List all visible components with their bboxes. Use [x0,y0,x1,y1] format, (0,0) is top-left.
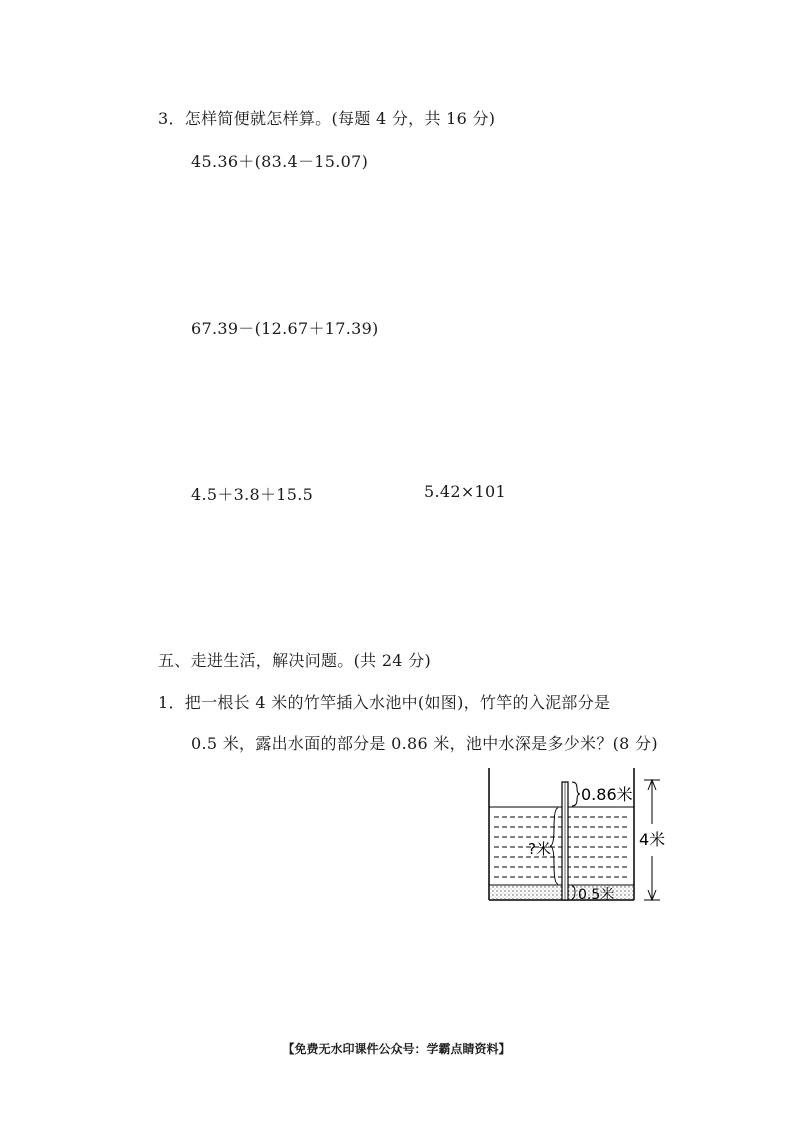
section5-title: 五、走进生活，解决问题。(共 24 分) [158,651,432,670]
expression-3: 4.5＋3.8＋15.5 [191,485,314,504]
label-above-water: 0.86米 [581,785,633,804]
label-mud-depth: 0.5米 [578,887,615,903]
pool-bamboo-figure [480,766,695,906]
problem1-line1: 1．把一根长 4 米的竹竿插入水池中(如图)，竹竿的入泥部分是 [158,693,611,712]
expression-2: 67.39－(12.67＋17.39) [191,319,379,338]
section3-title: 3．怎样简便就怎样算。(每题 4 分，共 16 分) [158,109,496,128]
page-footer: 【免费无水印课件公众号：学霸点睛资料】 [282,1042,511,1056]
label-water-depth: ?米 [528,840,551,858]
water-brace [550,808,558,884]
top-brace [572,782,580,806]
label-total-length: 4米 [639,830,666,849]
problem1-line2: 0.5 米，露出水面的部分是 0.86 米，池中水深是多少米？(8 分) [191,734,658,753]
expression-4: 5.42×101 [424,482,506,501]
expression-1: 45.36＋(83.4－15.07) [191,152,369,171]
